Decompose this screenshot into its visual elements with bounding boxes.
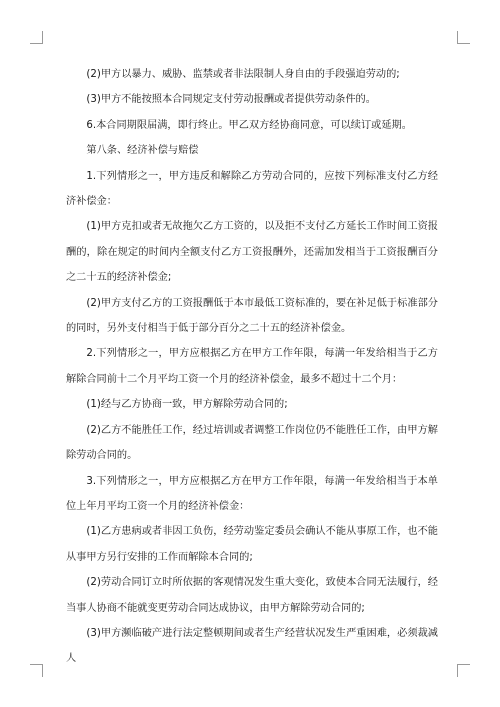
paragraph: 1.下列情形之一，甲方违反和解除乙方劳动合同的，应按下列标准支付乙方经济补偿金： — [66, 170, 438, 208]
paragraph: (2)乙方不能胜任工作，经过培训或者调整工作岗位仍不能胜任工作，由甲方解除劳动合同的。 — [66, 424, 438, 462]
paragraph: (2)劳动合同订立时所依据的客观情况发生重大变化，致使本合同无法履行，经当事人协商不能就变更劳动合同达成协议，由甲方解除劳动合同的; — [66, 577, 438, 614]
paragraph: (3)甲方濒临破产进行法定整顿期间或者生产经营状况发生严重困难，必须裁减人 — [66, 627, 438, 665]
section-heading: 第八条、经济补偿与赔偿 — [86, 145, 199, 157]
paragraph: 6.本合同期限届满，即行终止。甲乙双方经协商同意，可以续订或延期。 — [86, 119, 412, 131]
paragraph: (3)甲方不能按照本合同规定支付劳动报酬或者提供劳动条件的。 — [86, 94, 376, 106]
paragraph: (2)甲方以暴力、威胁、监禁或者非法限制人身自由的手段强迫劳动的; — [86, 69, 400, 80]
document-body — [66, 62, 438, 672]
crop-mark-bottom-left — [30, 664, 43, 677]
crop-mark-top-left — [30, 31, 43, 44]
paragraph: (1)乙方患病或者非因工负伤，经劳动鉴定委员会确认不能从事原工作，也不能从事甲方另行安排的工作而解除本合同的; — [66, 526, 438, 563]
paragraph: 3.下列情形之一，甲方应根据乙方在甲方工作年限，每满一年发给相当于本单位上年月平均工资一个月的经济补偿金： — [66, 475, 438, 512]
paragraph: (2)甲方支付乙方的工资报酬低于本市最低工资标准的，要在补足低于标准部分的同时，另外支付相当于低于部分百分之二十五的经济补偿金。 — [66, 297, 438, 335]
crop-mark-bottom-right — [457, 664, 470, 677]
paragraph: (1)甲方克扣或者无故拖欠乙方工资的，以及拒不支付乙方延长工作时间工资报酬的，除在规定的时间内全额支付乙方工资报酬外，还需加发相当于工资报酬百分之二十五的经济补偿金; — [66, 221, 438, 284]
paragraph: (1)经与乙方协商一致，甲方解除劳动合同的; — [86, 399, 288, 411]
crop-mark-top-right — [457, 31, 470, 44]
paragraph: 2.下列情形之一，甲方应根据乙方在甲方工作年限，每满一年发给相当于乙方解除合同前十二个月平均工资一个月的经济补偿金，最多不超过十二个月： — [66, 348, 438, 385]
